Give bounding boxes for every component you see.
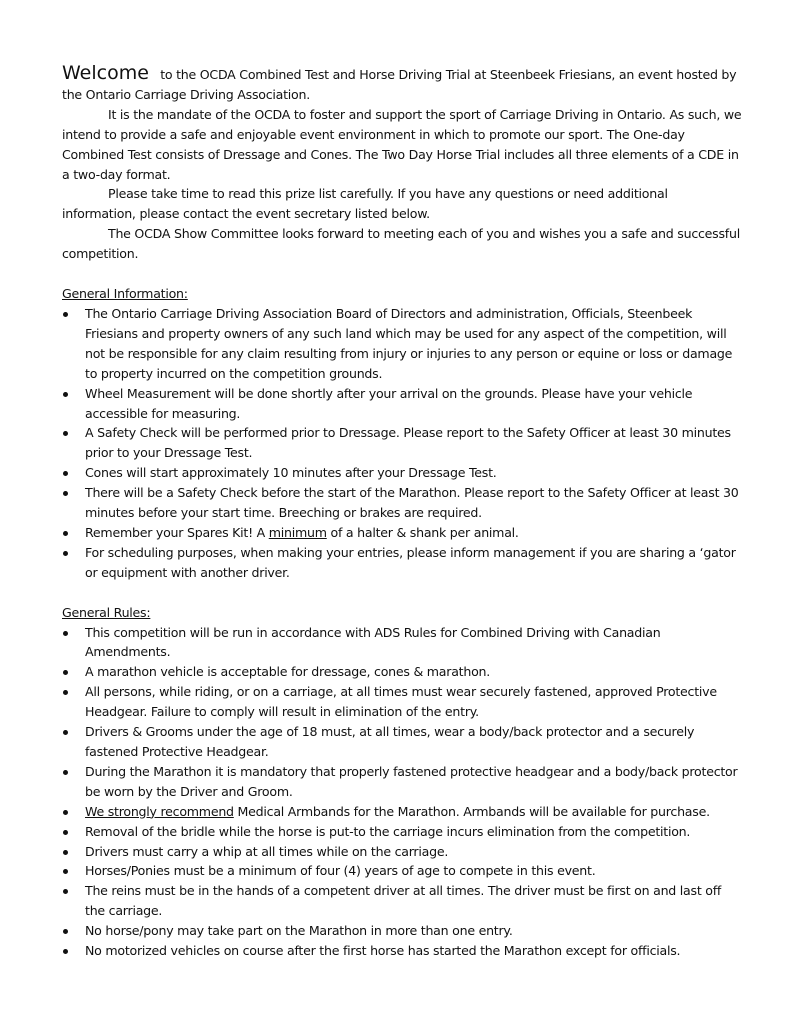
list-item: For scheduling purposes, when making your entries, please inform management if you are sharing a ‘gator or equipment with another driver.: [62, 543, 742, 583]
welcome-paragraph: [62, 64, 742, 105]
list-item: This competition will be run in accordance with ADS Rules for Combined Driving with Canadian Amendments.: [62, 623, 742, 663]
general-information-list: [62, 304, 742, 583]
list-item: No motorized vehicles on course after the first horse has started the Marathon except for officials.: [62, 941, 742, 961]
list-item: A marathon vehicle is acceptable for dressage, cones & marathon.: [62, 662, 742, 682]
welcome-text: to the OCDA Combined Test and Horse Driving Trial at Steenbeek Friesians, an event hosted by the Ontario Carriage Driving Association.: [62, 67, 737, 102]
list-item: During the Marathon it is mandatory that properly fastened protective headgear and a body/back protector be worn by the Driver and Groom.: [62, 762, 742, 802]
list-item: No horse/pony may take part on the Marathon in more than one entry.: [62, 921, 742, 941]
list-item: The Ontario Carriage Driving Association Board of Directors and administration, Officials, Steenbeek Friesians and property owners of any such land which may be used for any aspect of the competition, will not be responsible for any claim resulting from injury or injuries to any person or equine or loss or damage to property incurred on the competition grounds.: [62, 304, 742, 384]
list-item: A Safety Check will be performed prior to Dressage. Please report to the Safety Officer at least 30 minutes prior to your Dressage Test.: [62, 423, 742, 463]
armband-text-after: Medical Armbands for the Marathon. Armbands will be available for purchase.: [233, 803, 710, 819]
welcome-word: Welcome: [62, 62, 149, 84]
list-item: There will be a Safety Check before the start of the Marathon. Please report to the Safety Officer at least 30 minutes before your start time. Breeching or brakes are required.: [62, 483, 742, 523]
spares-text-underlined: minimum: [268, 524, 327, 540]
list-item: Cones will start approximately 10 minutes after your Dressage Test.: [62, 463, 742, 483]
spares-text-before: Remember your Spares Kit! A: [85, 524, 269, 540]
mandate-paragraph: It is the mandate of the OCDA to foster and support the sport of Carriage Driving in Ontario. As such, we intend to provide a safe and enjoyable event environment in which to promote our sport. The One-day Combined Test consists of Dressage and Cones. The Two Day Horse Trial includes all three elements of a CDE in a two-day format.: [62, 106, 742, 182]
list-item: All persons, while riding, or on a carriage, at all times must wear securely fastened, approved Protective Headgear. Failure to comply will result in elimination of the entry.: [62, 682, 742, 722]
general-rules-list: [62, 623, 742, 961]
list-item: Removal of the bridle while the horse is put-to the carriage incurs elimination from the competition.: [62, 822, 742, 842]
list-item: Drivers & Grooms under the age of 18 must, at all times, wear a body/back protector and a securely fastened Protective Headgear.: [62, 722, 742, 762]
committee-paragraph: The OCDA Show Committee looks forward to meeting each of you and wishes you a safe and successful competition.: [62, 226, 740, 262]
list-item: The reins must be in the hands of a competent driver at all times. The driver must be first on and last off the carriage.: [62, 881, 742, 921]
armband-text-underlined: We strongly recommend: [85, 803, 234, 819]
prize-list-paragraph: Please take time to read this prize list carefully. If you have any questions or need additional information, please contact the event secretary listed below.: [62, 186, 668, 222]
general-information-heading: General Information:: [62, 286, 188, 302]
spares-text-after: of a halter & shank per animal.: [326, 524, 519, 540]
list-item: Wheel Measurement will be done shortly after your arrival on the grounds. Please have your vehicle accessible for measuring.: [62, 384, 742, 424]
document-page: [62, 64, 742, 961]
list-item: Horses/Ponies must be a minimum of four (4) years of age to compete in this event.: [62, 861, 742, 881]
list-item-armbands: [62, 802, 742, 822]
list-item: Drivers must carry a whip at all times while on the carriage.: [62, 842, 742, 862]
general-rules-heading: General Rules:: [62, 604, 151, 620]
list-item-spares-kit: [62, 523, 742, 543]
